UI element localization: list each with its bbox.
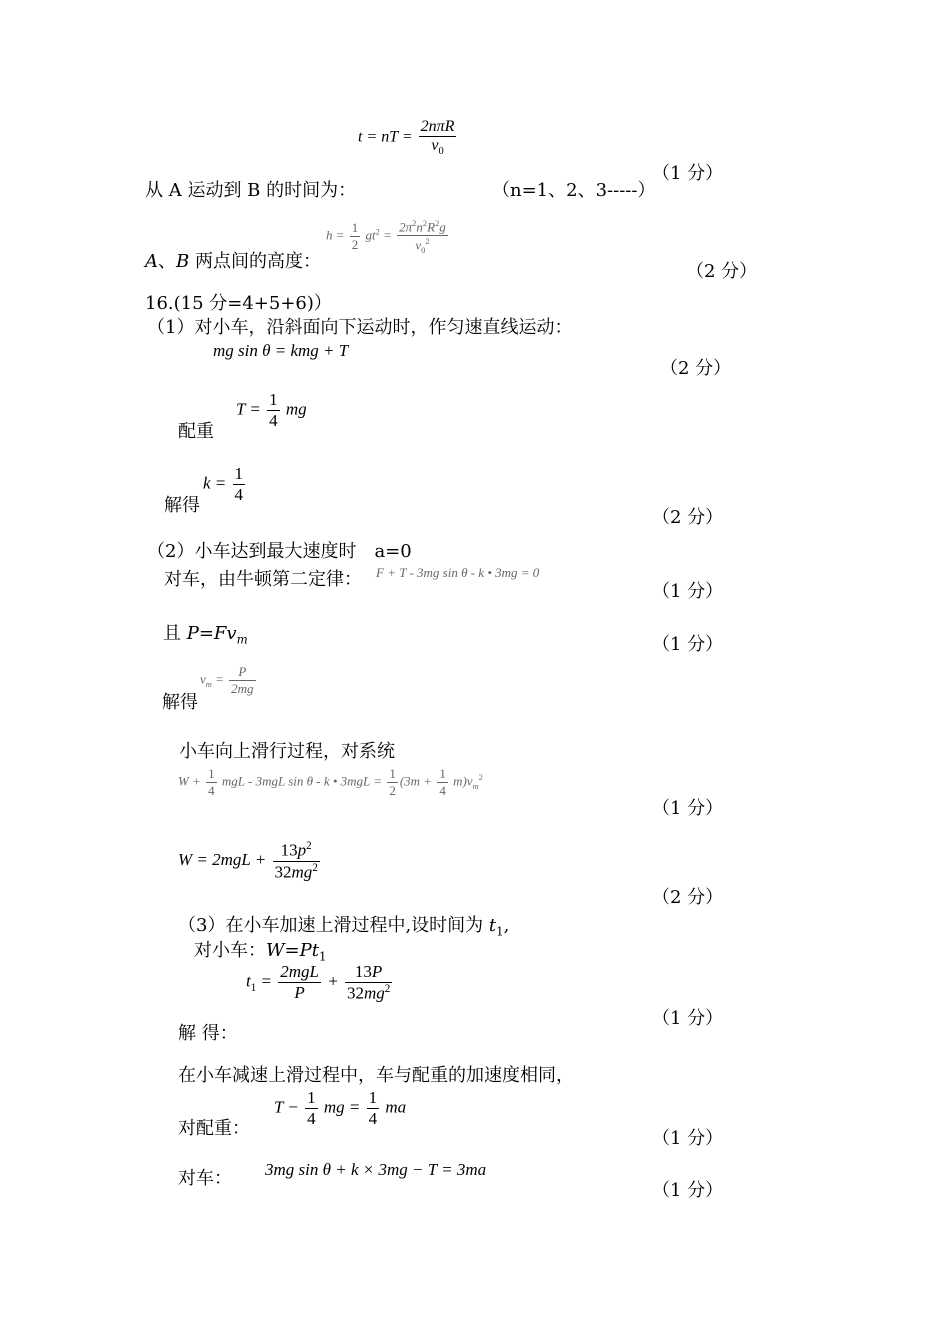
height-ab-rest: 两点间的高度： bbox=[189, 251, 321, 272]
equation-tension: T = $\frac{1}{4}$ mg bbox=[236, 390, 307, 430]
part3-intro bbox=[178, 915, 509, 943]
part1-intro: （1）对小车，沿斜面向下运动时，作匀速直线运动： bbox=[147, 317, 573, 338]
equation-car: 3mg sin θ + k × 3mg − T = 3ma bbox=[265, 1160, 487, 1179]
counterweight-label: 配重 bbox=[178, 421, 214, 442]
part2-a: a=0 bbox=[374, 541, 412, 562]
car-eq-label: 对车： bbox=[178, 1168, 232, 1189]
part3-t: t bbox=[488, 915, 497, 936]
point-a: A bbox=[145, 251, 158, 272]
part3-w: W=Pt bbox=[266, 940, 319, 961]
part2-intro bbox=[147, 541, 412, 563]
score-3: （2 分） bbox=[660, 358, 732, 379]
solve-label-3: 解 得： bbox=[178, 1023, 238, 1044]
equation-newton: F + T - 3mg sin θ - k • 3mg = 0 bbox=[376, 565, 540, 580]
equation-time: t = nT = $\frac{\text{2nπR}}{v_0}$ bbox=[358, 118, 455, 158]
score-7: （1 分） bbox=[652, 798, 724, 819]
height-ab-sep: 、 bbox=[158, 251, 176, 272]
part3-comma: , bbox=[503, 915, 510, 936]
solve-label-2: 解得 bbox=[162, 692, 198, 713]
time-ab-label: 从 A 运动到 B 的时间为： bbox=[145, 180, 357, 201]
score-9: （1 分） bbox=[652, 1008, 724, 1029]
equation-height: h = $\frac{1}{2}$ $gt^2$ = $\frac{2\pi^2n^2R^2g}{v_0^2}$ bbox=[326, 218, 446, 256]
question-16-header: 16.(15 分=4+5+6)） bbox=[145, 293, 332, 314]
score-4: （2 分） bbox=[652, 507, 724, 528]
score-6: （1 分） bbox=[652, 634, 724, 655]
score-2: （2 分） bbox=[686, 261, 758, 282]
score-10: （1 分） bbox=[652, 1128, 724, 1149]
power-line bbox=[163, 623, 248, 651]
height-ab-label bbox=[145, 251, 321, 273]
equation-counterweight: T − $\frac{1}{4}$ mg = $\frac{1}{4}$ ma bbox=[274, 1088, 407, 1128]
part3-t-sub: 1 bbox=[496, 924, 504, 939]
time-ab-n: （n=1、2、3-----） bbox=[492, 180, 656, 201]
system-intro: 小车向上滑行过程，对系统 bbox=[179, 741, 395, 762]
score-11: （1 分） bbox=[652, 1180, 724, 1201]
point-b: B bbox=[176, 251, 190, 272]
part3-car-label: 对小车： bbox=[194, 940, 266, 961]
power-prefix: 且 bbox=[163, 623, 187, 644]
equation-work-energy: W + $\frac{1}{4}$ mgL - 3mgL sin θ - k • 3mgL = $\frac{1}{2}$ (3m + $\frac{1}{4}$ $m)v_m^2$ bbox=[178, 766, 483, 798]
equation-k: k = $\frac{1}{4}$ bbox=[203, 464, 244, 504]
part3-intro-text: （3）在小车加速上滑过程中,设时间为 bbox=[178, 915, 489, 936]
equation-vmax: $v_m$ = $\frac{P}{2mg}$ bbox=[200, 664, 254, 696]
part3-w-sub: 1 bbox=[318, 949, 327, 964]
decel-intro: 在小车减速上滑过程中，车与配重的加速度相同， bbox=[178, 1065, 574, 1086]
equation-balance: mg sin θ = kmg + T bbox=[213, 341, 349, 360]
equation-t1: $t_1$ = $\frac{\text{2mgL}}{P}$ + $\frac{13P}{32mg^2}$ bbox=[246, 962, 391, 1003]
score-8: （2 分） bbox=[652, 887, 724, 908]
newton-label: 对车，由牛顿第二定律： bbox=[164, 569, 362, 590]
power-eq: P=Fv bbox=[186, 623, 237, 644]
part2-intro-text: （2）小车达到最大速度时 bbox=[147, 541, 357, 562]
solve-label-1: 解得 bbox=[164, 495, 200, 516]
counterweight-eq-label: 对配重： bbox=[178, 1118, 250, 1139]
equation-work: W = 2mgL + $\frac{13p^2}{32mg^2}$ bbox=[178, 840, 318, 882]
score-1: （1 分） bbox=[652, 163, 724, 184]
power-sub: m bbox=[236, 632, 248, 647]
score-5: （1 分） bbox=[652, 581, 724, 602]
